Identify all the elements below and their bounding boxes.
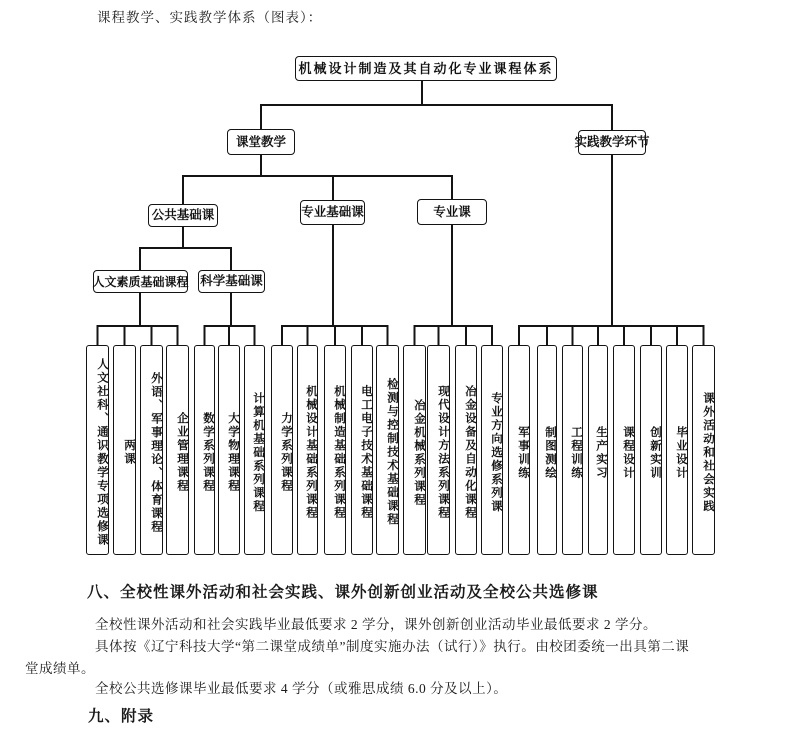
leaf-course: 外语、军事理论、体育课程 (140, 345, 163, 555)
node-major-basic-courses: 专业基础课 (300, 200, 365, 225)
leaf-course: 工程训练 (562, 345, 583, 555)
node-humanities-basic: 人文素质基础课程 (93, 270, 188, 293)
node-science-basic: 科学基础课 (198, 270, 265, 293)
leaf-course: 数学系列课程 (194, 345, 215, 555)
leaf-course: 冶金设备及自动化课程 (455, 345, 477, 555)
leaf-course: 课外活动和社会实践 (692, 345, 715, 555)
leaf-course: 军事训练 (508, 345, 530, 555)
leaf-course: 制图测绘 (537, 345, 557, 555)
leaf-course: 电工电子技术基础课程 (351, 345, 373, 555)
figure-caption: 课程教学、实践教学体系（图表）： (97, 10, 323, 25)
paragraph-elective-credits: 全校公共选修课毕业最低要求 4 学分（或雅思成绩 6.0 分及以上）。 (95, 681, 508, 696)
leaf-course: 检测与控制技术基础课程 (376, 345, 399, 555)
node-classroom-teaching: 课堂教学 (227, 129, 295, 155)
section-heading-9: 九、附录 (88, 708, 155, 725)
section-heading-8: 八、全校性课外活动和社会实践、课外创新创业活动及全校公共选修课 (87, 584, 599, 601)
leaf-course: 创新实训 (640, 345, 662, 555)
leaf-course: 机械设计基础系列课程 (297, 345, 318, 555)
node-practice-teaching: 实践教学环节 (578, 130, 646, 155)
leaf-course: 人文社科、通识教学专项选修课 (86, 345, 109, 555)
node-public-basic-courses: 公共基础课 (148, 204, 218, 227)
paragraph-second-classroom-line1: 具体按《辽宁科技大学“第二课堂成绩单”制度实施办法（试行）》执行。由校团委统一出具第二课 (95, 639, 690, 654)
leaf-course: 机械制造基础系列课程 (324, 345, 346, 555)
leaf-course: 力学系列课程 (271, 345, 293, 555)
paragraph-second-classroom-line2: 堂成绩单。 (25, 661, 95, 676)
leaf-course: 生产实习 (588, 345, 608, 555)
paragraph-credits-activities: 全校性课外活动和社会实践毕业最低要求 2 学分，课外创新创业活动毕业最低要求 2 学分。 (95, 617, 657, 632)
leaf-course: 两课 (113, 345, 136, 555)
node-major-courses: 专业课 (417, 199, 487, 225)
leaf-course: 现代设计方法系列课程 (427, 345, 450, 555)
leaf-course: 课程设计 (613, 345, 635, 555)
leaf-course: 大学物理课程 (218, 345, 240, 555)
leaf-course: 毕业设计 (666, 345, 688, 555)
leaf-course: 计算机基础系列课程 (244, 345, 265, 555)
leaf-course: 冶金机械系列课程 (403, 345, 426, 555)
node-root: 机械设计制造及其自动化专业课程体系 (295, 56, 557, 81)
leaf-course: 企业管理课程 (166, 345, 189, 555)
leaf-course: 专业方向选修系列课 (481, 345, 503, 555)
